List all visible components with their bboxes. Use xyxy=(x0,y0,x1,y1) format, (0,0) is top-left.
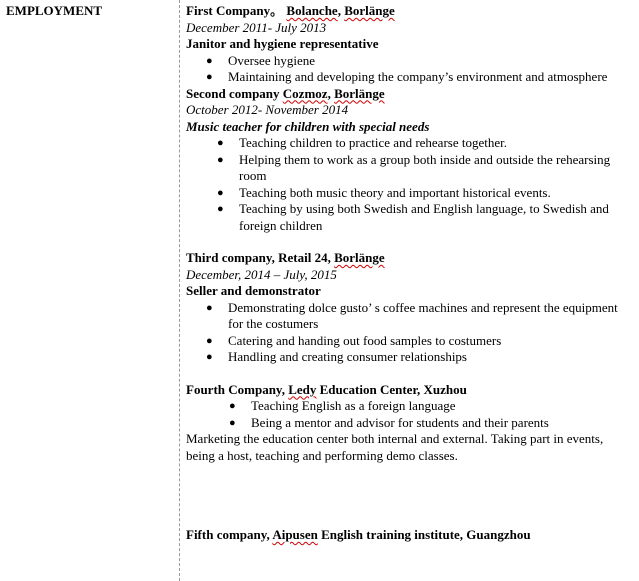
duty-item: ● Handling and creating consumer relationships xyxy=(206,349,467,364)
duty-item: ● Teaching children to practice and rehearse together. xyxy=(217,135,507,150)
bullet-icon: ● xyxy=(206,351,213,363)
job-entry xyxy=(186,3,634,86)
company-name: Fifth company, xyxy=(186,527,273,542)
company-line xyxy=(186,3,634,20)
duty-item: ● Helping them to work as a group both inside and outside the rehearsing room xyxy=(217,151,611,183)
bullet-icon: ● xyxy=(217,203,224,215)
bullet-icon: ● xyxy=(217,186,224,199)
duty-item: ● Teaching by using both Swedish and English language, to Swedish and foreign children xyxy=(217,201,609,233)
company-separator: 。 xyxy=(270,3,284,18)
bullet-icon: ● xyxy=(206,54,213,67)
company-name: Third company, Retail 24, xyxy=(186,250,335,265)
bullet-icon: ● xyxy=(217,137,224,149)
company-name-part: Ledy xyxy=(288,381,317,397)
company-location: Borlänge xyxy=(344,3,395,18)
job-entry xyxy=(186,527,634,544)
company-punct: , xyxy=(337,3,345,18)
job-entry xyxy=(186,382,634,465)
company-line xyxy=(186,527,634,544)
job-dates: December 2011- July 2013 xyxy=(186,19,327,35)
company-line xyxy=(186,382,634,399)
job-role: Seller and demonstrator xyxy=(186,283,321,298)
company-name: First Company xyxy=(186,3,271,18)
company-name: Fourth Company, xyxy=(186,381,289,397)
duty-item: ● Oversee hygiene xyxy=(206,52,315,68)
duty-item: ● Teaching both music theory and important historical events. xyxy=(217,184,551,200)
duty-item: ● Maintaining and developing the company’s environment and atmosphere xyxy=(206,69,608,84)
column-divider xyxy=(179,0,180,581)
company-location: Borlänge xyxy=(334,85,385,101)
duty-item: ● Being a mentor and advisor for students and their parents xyxy=(229,414,549,430)
company-punct: , xyxy=(327,85,335,101)
company-name: Second company xyxy=(186,85,283,101)
bullet-icon: ● xyxy=(229,400,236,412)
job-entry xyxy=(186,86,634,235)
bullet-icon: ● xyxy=(206,71,213,83)
duty-item: ● Catering and handing out food samples to costumers xyxy=(206,332,502,348)
section-label: EMPLOYMENT xyxy=(6,3,103,18)
job-dates: October 2012- November 2014 xyxy=(186,102,349,117)
job-description: Marketing the education center both internal and external. Taking part in events, being a host, teaching and performing demo classes. xyxy=(186,431,604,463)
duty-list xyxy=(186,53,634,86)
job-dates: December, 2014 – July, 2015 xyxy=(186,266,337,282)
company-location: Education Center, Xuzhou xyxy=(316,381,467,397)
job-role: Janitor and hygiene representative xyxy=(186,36,379,51)
job-role: Music teacher for children with special needs xyxy=(186,118,430,134)
company-line xyxy=(186,250,634,267)
duty-list xyxy=(186,135,634,234)
bullet-icon: ● xyxy=(206,301,213,314)
duty-item: ● Teaching English as a foreign language xyxy=(229,398,456,413)
duty-list xyxy=(186,398,634,431)
company-location: Borlänge xyxy=(334,250,385,265)
bullet-icon: ● xyxy=(206,334,213,347)
bullet-icon: ● xyxy=(217,153,224,166)
duty-list xyxy=(186,300,634,366)
company-location: English training institute, Guangzhou xyxy=(317,527,531,542)
job-entry xyxy=(186,250,634,366)
company-name-part: Aipusen xyxy=(272,527,318,542)
bullet-icon: ● xyxy=(229,416,236,429)
duty-item: ● Demonstrating dolce gusto’ s coffee machines and represent the equipment for the costumers xyxy=(206,299,618,331)
company-name-part: Cozmoz xyxy=(282,85,328,101)
employment-content xyxy=(186,3,634,544)
company-line xyxy=(186,86,634,103)
company-name-part: Bolanche xyxy=(286,3,338,18)
